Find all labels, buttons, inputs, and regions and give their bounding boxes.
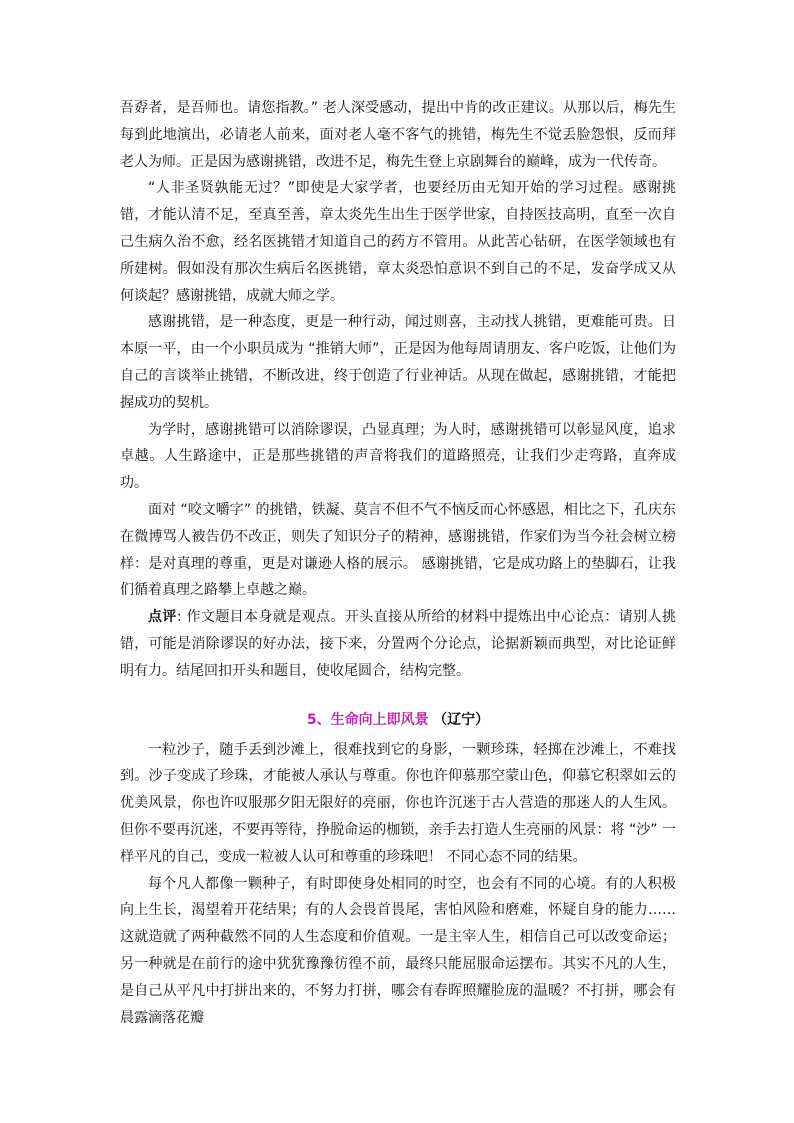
- section-title: 5、生命向上即风景: [306, 711, 429, 728]
- document-body: [120, 95, 676, 1031]
- body-paragraph: 感谢挑错，是一种态度，更是一种行动，闻过则喜，主动找人挑错，更难能可贵。日本原一平，由一个小职员成为 “推销大师”，正是因为他每周请朋友、客户吃饭，让他们为自己的言谈举止挑错，不断改进，终于创造了行业神话。从现在做起，感谢挑错，才能把握成功的契机。: [120, 314, 676, 411]
- comment-text: : 作文题目本身就是观点。开头直接从所给的材料中提炼出中心论点：请别人挑错，可能是消除谬误的好办法，接下来，分置两个分论点，论据新颖而典型，对比论证鲜明有力。结尾回扣开头和题目，使收尾圆合，结构完整。: [120, 609, 676, 679]
- body-paragraph: 每个凡人都像一颗种子，有时即使身处相同的时空，也会有不同的心境。有的人积极向上生长，渴望着开花结果；有的人会畏首畏尾，害怕风险和磨难，怀疑自身的能力……这就造就了两种截然不同的人生态度和价值观。一是主宰人生，相信自己可以改变命运；另一种就是在前行的途中犹犹豫豫彷徨不前，最终只能屈服命运摆布。其实不凡的人生，是自己从平凡中打拼出来的，不努力打拼，哪会有春晖照耀脸庞的温暖？不打拼，哪会有晨露滴落花瓣: [120, 875, 676, 1026]
- body-paragraph: 一粒沙子，随手丢到沙滩上，很难找到它的身影，一颗珍珠，轻掷在沙滩上，不难找到。沙子变成了珍珠，才能被人承认与尊重。你也许仰慕那空蒙山色，仰慕它积翠如云的优美风景，你也许叹服那夕阳无限好的亮丽，你也许沉迷于古人营造的那迷人的人生风。但你不要再沉迷，不要再等待，挣脱命运的枷锁，亲手去打造人生亮丽的风景：将 “沙” 一样平凡的自己，变成一粒被人认可和尊重的珍珠吧！ 不同心态不同的结果。: [120, 741, 676, 865]
- section-region: （辽宁）: [433, 711, 490, 728]
- body-paragraph: 面对 “咬文嚼字” 的挑错，铁凝、莫言不但不气不恼反而心怀感恩，相比之下，孔庆东在微博骂人被告仍不改正，则失了知识分子的精神，感谢挑错，作家们为当今社会树立榜样：是对真理的尊重，更是对谦逊人格的展示。 感谢挑错，它是成功路上的垫脚石，让我们循着真理之路攀上卓越之巅。: [120, 501, 676, 599]
- comment-label: 点评: [148, 609, 177, 626]
- comment-paragraph: [120, 604, 676, 684]
- body-paragraph: “人非圣贤孰能无过？”即使是大家学者，也要经历由无知开始的学习过程。感谢挑错，才能认清不足，至真至善，章太炎先生出生于医学世家，自持医技高明，直至一次自己生病久治不愈，经名医挑错才知道自己的药方不管用。从此苦心钻研，在医学领域也有所建树。假如没有那次生病后名医挑错，章太炎恐怕意识不到自己的不足，发奋学成又从何谈起？感谢挑错，成就大师之学。: [120, 180, 676, 304]
- body-paragraph: 为学时，感谢挑错可以消除谬误，凸显真理；为人时，感谢挑错可以彰显风度，追求卓越。人生路途中，正是那些挑错的声音将我们的道路照亮，让我们少走弯路，直奔成功。: [120, 421, 676, 492]
- section-heading: [120, 707, 676, 733]
- body-paragraph: 吾孬者，是吾师也。请您指教。” 老人深受感动，提出中肯的改正建议。从那以后，梅先生每到此地演出，必请老人前来，面对老人毫不客气的挑错，梅先生不觉丢脸怨恨，反而拜老人为师。正是因为感谢挑错，改进不足，梅先生登上京剧舞台的巅峰，成为一代传奇。: [120, 100, 676, 170]
